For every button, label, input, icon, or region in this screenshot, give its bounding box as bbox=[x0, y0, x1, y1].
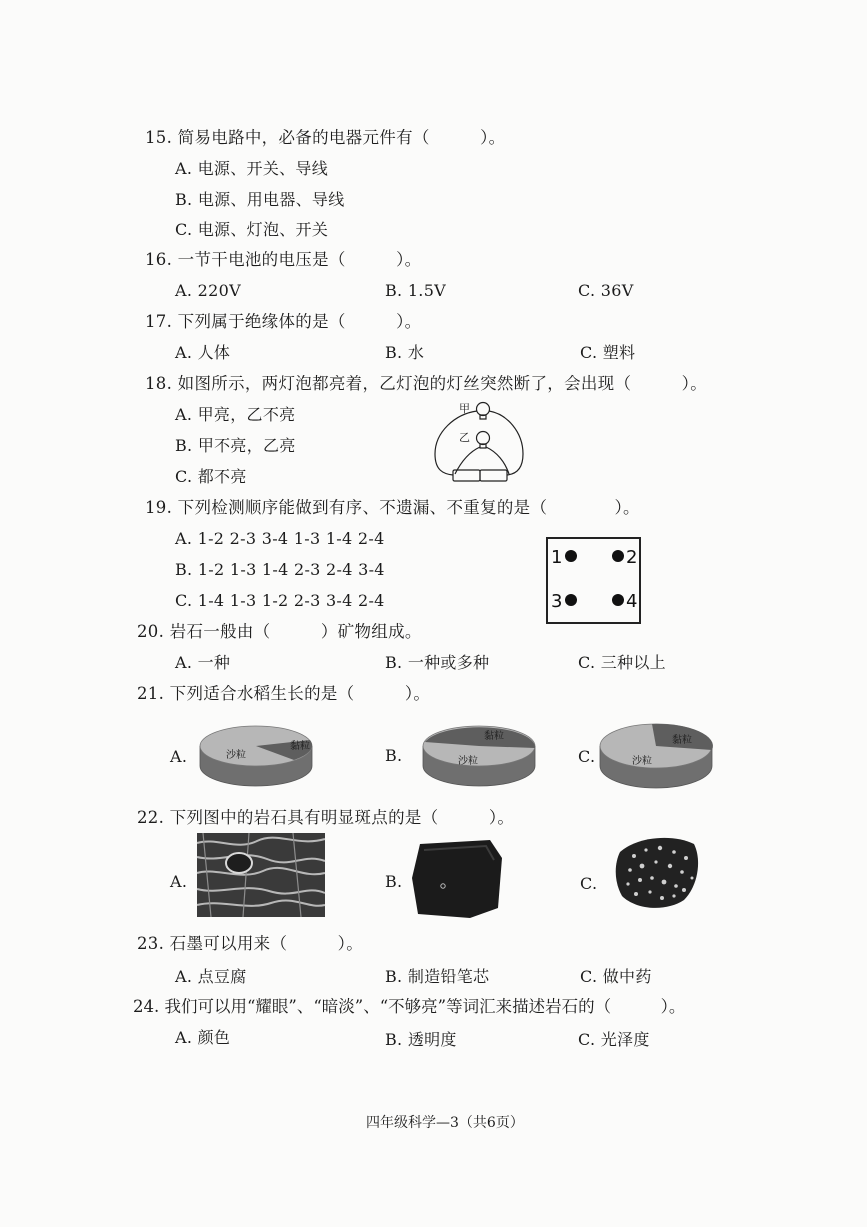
question-24-stem: 24. 我们可以用“耀眼”、“暗淡”、“不够亮”等词汇来描述岩石的（ ）。 bbox=[133, 997, 686, 1016]
soil-disk-c bbox=[598, 712, 714, 788]
point-label-4: 4 bbox=[626, 591, 638, 612]
question-20-stem: 20. 岩石一般由（ ）矿物组成。 bbox=[137, 622, 422, 641]
battery-icon bbox=[453, 470, 480, 481]
question-23-option-b: B. 制造铅笔芯 bbox=[385, 967, 490, 986]
point-dot bbox=[565, 594, 577, 606]
question-17-option-b: B. 水 bbox=[385, 343, 425, 362]
question-23-option-c: C. 做中药 bbox=[580, 967, 652, 986]
question-16-stem: 16. 一节干电池的电压是（ ）。 bbox=[145, 250, 422, 269]
question-17-option-c: C. 塑料 bbox=[580, 343, 636, 362]
question-22-option-a: A. bbox=[170, 872, 188, 891]
question-24-option-c: C. 光泽度 bbox=[578, 1030, 650, 1049]
question-18-option-b: B. 甲不亮，乙亮 bbox=[175, 436, 296, 455]
soil-a-clay-label: 黏粒 bbox=[290, 741, 310, 752]
question-21-stem: 21. 下列适合水稻生长的是（ ）。 bbox=[137, 684, 431, 703]
question-16-option-b: B. 1.5V bbox=[385, 281, 447, 300]
soil-c-sand-label: 沙粒 bbox=[632, 756, 652, 767]
question-19-option-b: B. 1-2 1-3 1-4 2-3 2-4 3-4 bbox=[175, 560, 385, 579]
question-16-option-c: C. 36V bbox=[578, 281, 634, 300]
question-20-option-a: A. 一种 bbox=[175, 653, 231, 672]
point-dot bbox=[612, 550, 624, 562]
soil-c-clay-label: 黏粒 bbox=[672, 735, 692, 746]
question-19-option-a: A. 1-2 2-3 3-4 1-3 1-4 2-4 bbox=[175, 529, 385, 548]
question-18-option-a: A. 甲亮，乙不亮 bbox=[175, 405, 296, 424]
question-17-stem: 17. 下列属于绝缘体的是（ ）。 bbox=[145, 312, 422, 331]
rock-image-a bbox=[197, 833, 325, 917]
soil-b-sand-label: 沙粒 bbox=[458, 756, 478, 767]
question-19-stem: 19. 下列检测顺序能做到有序、不遗漏、不重复的是（ ）。 bbox=[145, 498, 640, 517]
question-21-option-b: B. bbox=[385, 746, 403, 765]
bulb-top-label: 甲 bbox=[459, 402, 470, 415]
question-20-option-c: C. 三种以上 bbox=[578, 653, 666, 672]
question-24-option-a: A. 颜色 bbox=[175, 1028, 231, 1047]
question-17-option-a: A. 人体 bbox=[175, 343, 231, 362]
point-label-2: 2 bbox=[626, 547, 638, 568]
bulb-top-icon bbox=[477, 403, 490, 416]
rock-image-b bbox=[410, 838, 504, 920]
point-label-1: 1 bbox=[551, 547, 563, 568]
bulb-bottom-icon bbox=[477, 432, 490, 445]
question-15-option-b: B. 电源、用电器、导线 bbox=[175, 190, 345, 209]
question-19-option-c: C. 1-4 1-3 1-2 2-3 3-4 2-4 bbox=[175, 591, 385, 610]
question-15-option-a: A. 电源、开关、导线 bbox=[175, 159, 329, 178]
four-point-box-diagram bbox=[546, 537, 642, 625]
question-18-option-c: C. 都不亮 bbox=[175, 467, 247, 486]
point-dot bbox=[565, 550, 577, 562]
question-15-option-c: C. 电源、灯泡、开关 bbox=[175, 220, 329, 239]
question-18-stem: 18. 如图所示，两灯泡都亮着，乙灯泡的灯丝突然断了，会出现（ ）。 bbox=[145, 374, 708, 393]
question-20-option-b: B. 一种或多种 bbox=[385, 653, 490, 672]
question-24-option-b: B. 透明度 bbox=[385, 1030, 457, 1049]
question-22-option-c: C. bbox=[580, 874, 598, 893]
battery-icon bbox=[480, 470, 507, 481]
question-15-stem: 15. 简易电路中，必备的电器元件有（ ）。 bbox=[145, 128, 506, 147]
soil-disk-b bbox=[421, 718, 537, 790]
question-16-option-a: A. 220V bbox=[175, 281, 241, 300]
soil-b-clay-label: 黏粒 bbox=[484, 731, 504, 742]
question-22-option-b: B. bbox=[385, 872, 403, 891]
point-label-3: 3 bbox=[551, 591, 563, 612]
page-footer: 四年级科学—3（共6页） bbox=[366, 1115, 524, 1131]
point-dot bbox=[612, 594, 624, 606]
rock-image-c bbox=[612, 830, 702, 914]
question-21-option-c: C. bbox=[578, 747, 596, 766]
bulb-bottom-label: 乙 bbox=[459, 431, 470, 444]
soil-a-sand-label: 沙粒 bbox=[226, 750, 246, 761]
question-23-option-a: A. 点豆腐 bbox=[175, 967, 247, 986]
question-21-option-a: A. bbox=[170, 747, 188, 766]
question-23-stem: 23. 石墨可以用来（ ）。 bbox=[137, 934, 364, 953]
question-22-stem: 22. 下列图中的岩石具有明显斑点的是（ ）。 bbox=[137, 808, 515, 827]
parallel-circuit-diagram bbox=[425, 392, 535, 488]
